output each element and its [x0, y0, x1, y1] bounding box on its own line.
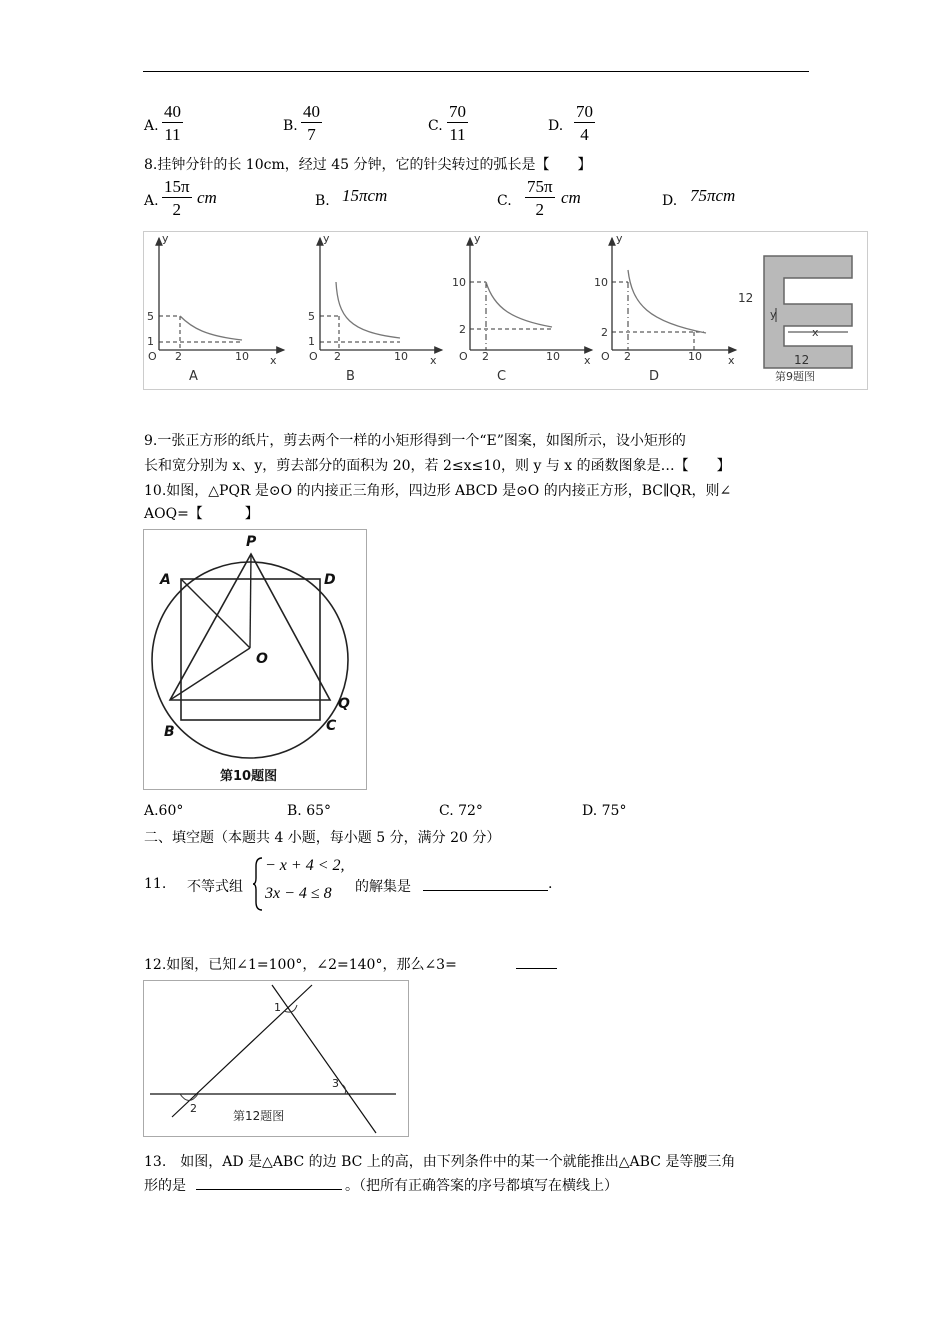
axis-x-label: x [430, 354, 437, 367]
point-a: A [160, 572, 171, 588]
axis-y-label: y [616, 232, 623, 245]
point-b: B [164, 724, 175, 740]
axis-y-label: y [323, 232, 330, 245]
q9-figure-svg [144, 232, 867, 389]
graph-d-labels [594, 232, 735, 384]
q7-option-d-label: D. [548, 118, 564, 134]
denominator: 2 [535, 200, 545, 219]
q8-option-d-value: 75πcm [690, 186, 736, 205]
graph-b [320, 238, 442, 350]
graph-c [470, 238, 592, 350]
tick-y-lo: 1 [147, 335, 154, 348]
q9-line2: 长和宽分别为 x、y，剪去部分的面积为 20，若 2≤x≤10，则 y 与 x 的函数图象是…【 】 [144, 458, 731, 474]
axis-x-label: x [270, 354, 277, 367]
graph-a-labels [147, 232, 277, 384]
figure-caption: 第9题图 [775, 370, 815, 383]
q12-figure [143, 980, 409, 1137]
numerator: 15π [164, 177, 190, 196]
q12-answer-blank[interactable] [516, 954, 557, 969]
tick-x2: 10 [394, 350, 408, 363]
q13-line2-prefix: 形的是 [144, 1178, 186, 1194]
graph-label: C [497, 369, 507, 384]
angle-3-label: 3 [332, 1077, 339, 1090]
q11-suffix: 的解集是 [355, 879, 411, 895]
q8-option-b-value: 15πcm [342, 186, 388, 205]
q13-answer-blank[interactable] [196, 1175, 342, 1190]
q8-option-a-unit: cm [197, 188, 217, 207]
e-shape [764, 256, 852, 368]
q8-option-c-unit: cm [561, 188, 581, 207]
q9-line1: 9.一张正方形的纸片，剪去两个一样的小矩形得到一个“E”图案，如图所示，设小矩形的 [144, 433, 686, 449]
q10-figure [143, 529, 367, 790]
q7-option-d-fraction [574, 103, 595, 143]
tick-y-lo: 2 [459, 323, 466, 336]
q8-option-a-label: A. [144, 193, 159, 209]
numerator: 70 [449, 102, 466, 121]
graph-a [159, 238, 284, 350]
graph-d [612, 238, 736, 350]
numerator: 40 [164, 102, 181, 121]
graph-c-labels [452, 232, 591, 384]
tick-x2: 10 [235, 350, 249, 363]
axis-y-label: y [162, 232, 169, 245]
numerator: 40 [303, 102, 320, 121]
q10-option-a: A.60° [144, 803, 184, 819]
e-bottom-label: 12 [794, 353, 810, 367]
origin-label: O [601, 350, 610, 363]
q10-line2: AOQ=【 】 [144, 506, 259, 522]
q13-line2-suffix: 。（把所有正确答案的序号都填写在横线上） [345, 1178, 618, 1194]
graph-label: A [189, 369, 198, 384]
tick-y-hi: 10 [452, 276, 466, 289]
point-q: Q [338, 696, 350, 712]
point-o: O [256, 651, 268, 667]
tick-x1: 2 [482, 350, 489, 363]
tick-y-hi: 5 [147, 310, 154, 323]
header-rule [143, 71, 809, 72]
axis-y-label: y [474, 232, 481, 245]
numerator: 70 [576, 102, 593, 121]
q10-line1: 10.如图，△PQR 是⊙O 的内接正三角形，四边形 ABCD 是⊙O 的内接正方形，BC∥QR，则∠ [144, 483, 732, 499]
figure-caption: 第12题图 [233, 1109, 285, 1123]
q8-option-d-label: D. [662, 193, 678, 209]
tick-x2: 10 [688, 350, 702, 363]
q11-answer-blank[interactable] [423, 876, 548, 891]
point-c: C [326, 718, 337, 734]
q11-brace [252, 856, 264, 912]
q9-figure [143, 231, 868, 390]
denominator: 11 [164, 125, 181, 144]
tick-x1: 2 [175, 350, 182, 363]
tick-y-hi: 10 [594, 276, 608, 289]
denominator: 11 [449, 125, 466, 144]
q7-option-c-fraction [447, 103, 468, 143]
numerator: 75π [527, 177, 553, 196]
q12-stem: 12.如图，已知∠1=100°，∠2=140°，那么∠3= [144, 957, 457, 973]
q8-option-c-fraction [525, 178, 555, 218]
origin-label: O [459, 350, 468, 363]
figure-caption: 第10题图 [220, 769, 278, 784]
q7-option-b-label: B. [283, 118, 298, 134]
tick-x1: 2 [624, 350, 631, 363]
section2-heading: 二、填空题（本题共 4 小题，每小题 5 分，满分 20 分） [144, 830, 501, 846]
q8-option-c-label: C. [497, 193, 512, 209]
tick-y-hi: 5 [308, 310, 315, 323]
graph-b-labels [308, 232, 437, 384]
q11-period: . [548, 876, 553, 892]
q10-option-d: D. 75° [582, 803, 627, 819]
graph-label: D [649, 369, 660, 384]
q8-option-a-fraction [162, 178, 192, 218]
e-side-label: 12 [738, 291, 754, 305]
q7-option-c-label: C. [428, 118, 443, 134]
point-p: P [246, 534, 257, 550]
q7-option-a-fraction [162, 103, 183, 143]
denominator: 2 [172, 200, 182, 219]
q11-inequality-1: − x + 4 < 2, [265, 857, 345, 874]
tick-y-lo: 1 [308, 335, 315, 348]
q8-stem: 8.挂钟分针的长 10cm，经过 45 分钟，它的针尖转过的弧长是【 】 [144, 157, 592, 173]
q13-line1: 13. 如图，AD 是△ABC 的边 BC 上的高，由下列条件中的某一个就能推出△ABC 是等腰三角 [144, 1154, 736, 1170]
q8-option-b-label: B. [315, 193, 330, 209]
q12-figure-svg [144, 981, 408, 1136]
q10-option-b: B. 65° [287, 803, 332, 819]
q7-option-a-label: A. [144, 118, 159, 134]
origin-label: O [309, 350, 318, 363]
e-x-label: x [812, 326, 819, 339]
angle-1-label: 1 [274, 1001, 281, 1014]
angle-2-label: 2 [190, 1102, 197, 1115]
tick-x2: 10 [546, 350, 560, 363]
axis-x-label: x [584, 354, 591, 367]
q11-inequality-2: 3x − 4 ≤ 8 [265, 885, 332, 902]
q11-prefix: 不等式组 [187, 879, 243, 895]
q10-option-c: C. 72° [439, 803, 483, 819]
tick-x1: 2 [334, 350, 341, 363]
q7-option-b-fraction [301, 103, 322, 143]
point-d: D [324, 572, 336, 588]
graph-label: B [346, 369, 355, 384]
axis-x-label: x [728, 354, 735, 367]
origin-label: O [148, 350, 157, 363]
q10-figure-svg [144, 530, 366, 789]
tick-y-lo: 2 [601, 326, 608, 339]
denominator: 7 [307, 125, 316, 144]
e-y-label: y [770, 308, 777, 321]
denominator: 4 [580, 125, 589, 144]
q11-number: 11. [144, 876, 167, 892]
